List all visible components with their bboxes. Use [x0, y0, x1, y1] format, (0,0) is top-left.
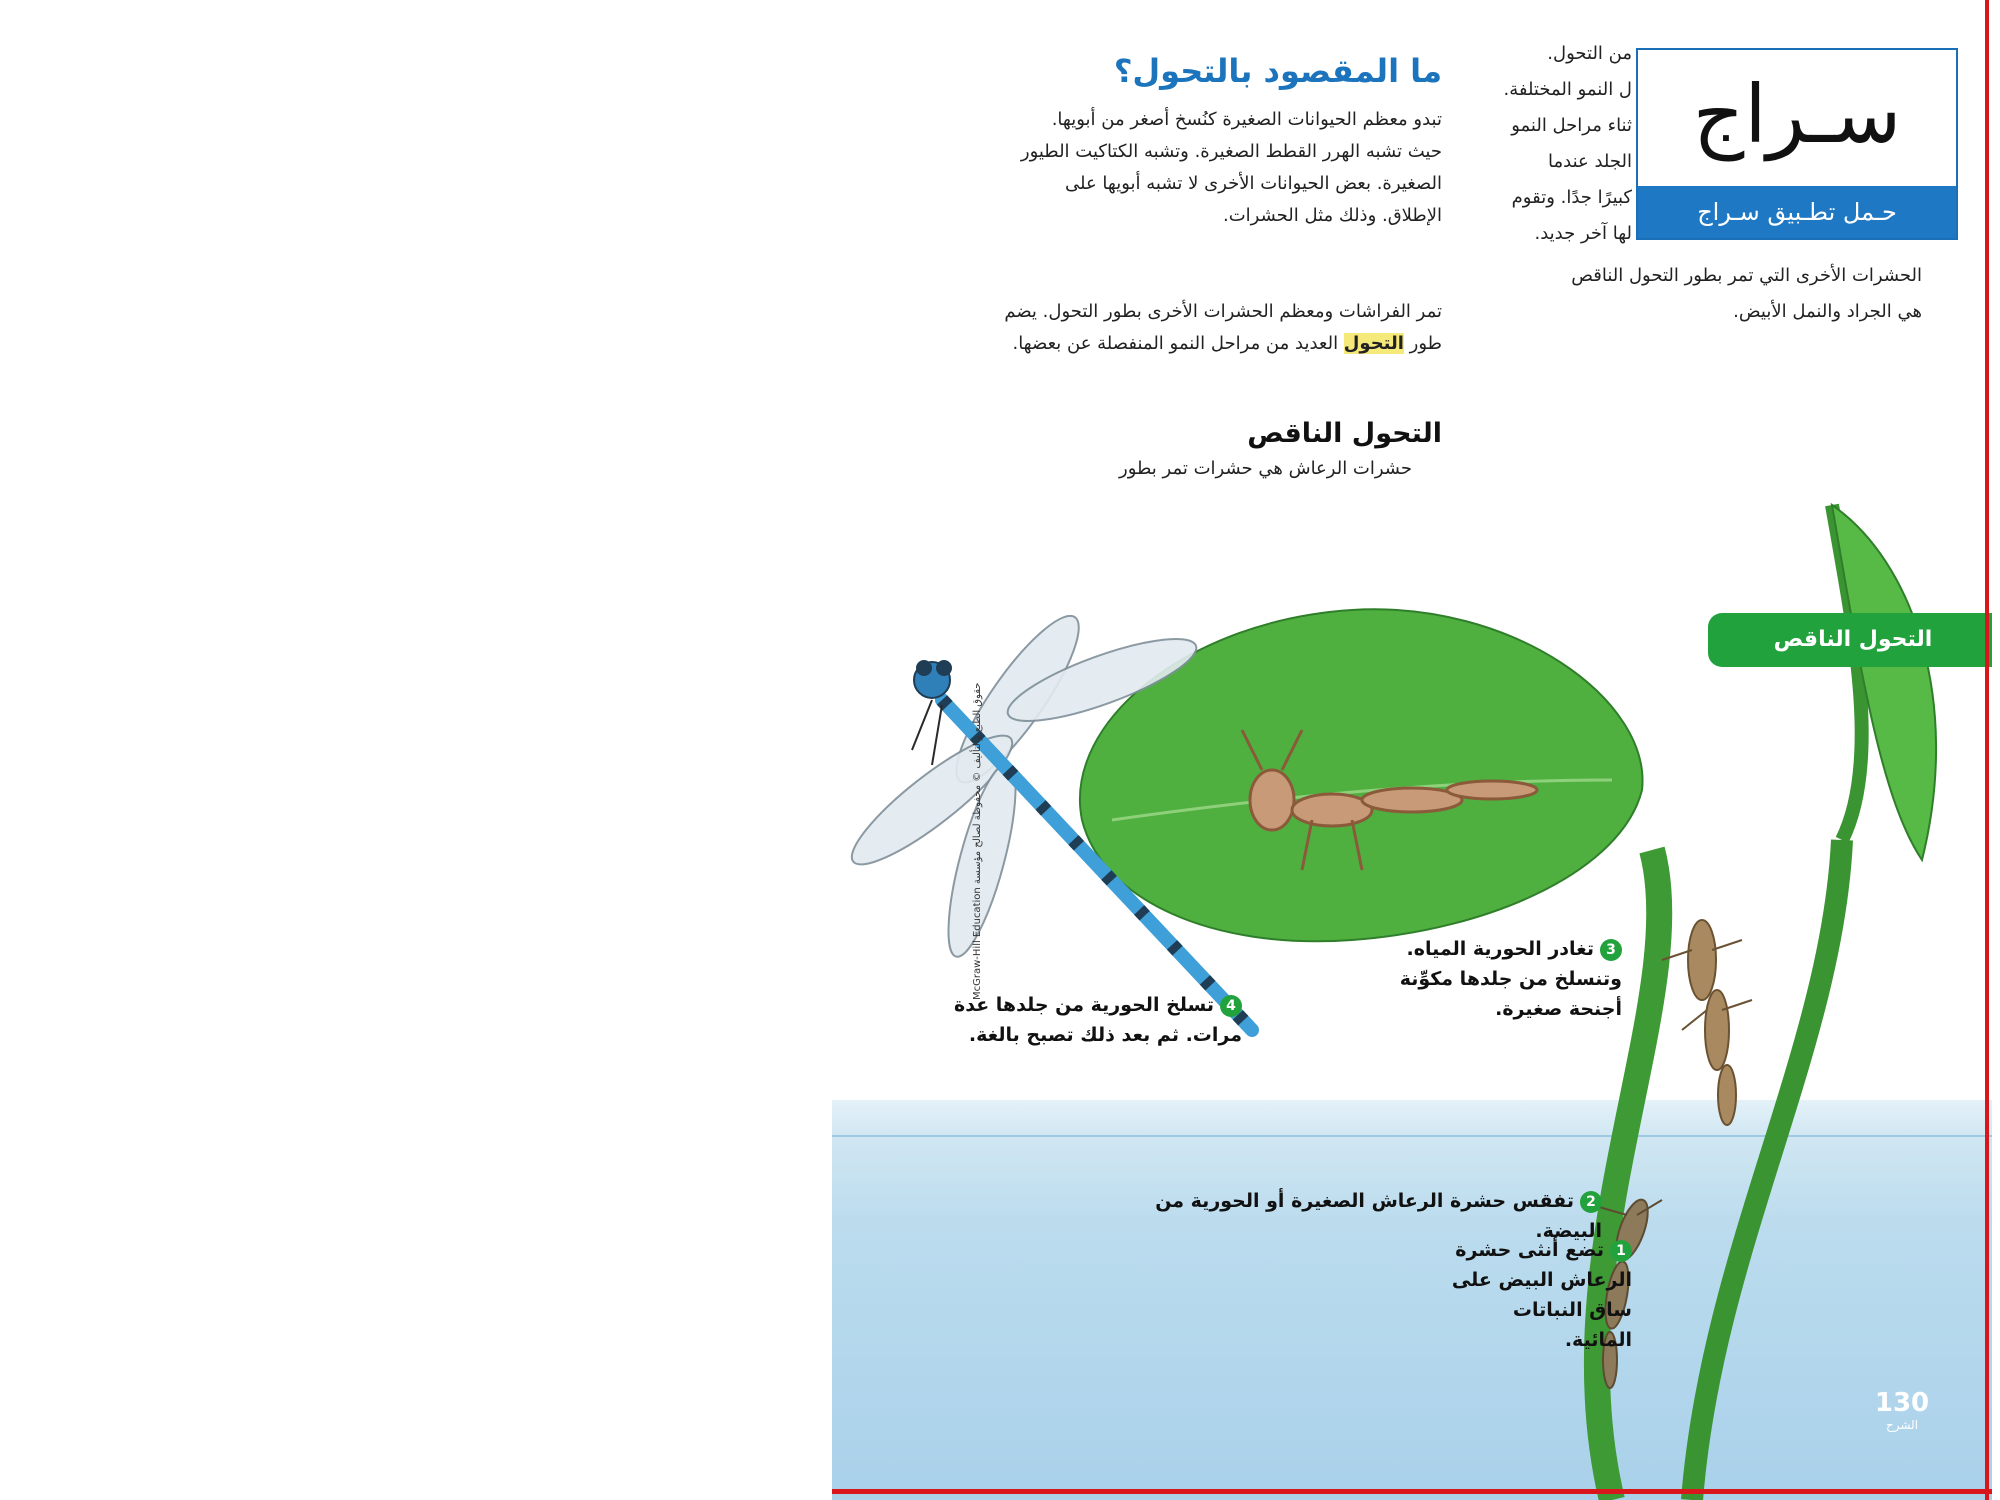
metamorphosis-text-before: تمر الفراشات ومعظم الحشرات الأخرى بطور التحول. يضم طور	[1004, 301, 1442, 354]
step-2-number: 2	[1580, 1191, 1602, 1213]
textbook-page	[832, 0, 1992, 1500]
step-3-caption	[1372, 934, 1622, 1024]
intro-paragraph: تبدو معظم الحيوانات الصغيرة كنُسخ أصغر من أبويها. حيث تشبه الهرر القطط الصغيرة. وتشبه الكتاكيت الطيور الصغيرة. بعض الحيوانات الأخرى لا تشبه أبويها على الإطلاق. وذلك مثل الحشرات.	[1020, 109, 1442, 226]
metamorphosis-text-after: العديد من مراحل النمو المنفصلة عن بعضها.	[1012, 333, 1344, 354]
right-col-line: الحشرات الأخرى التي تمر بطور التحول الناقص	[1571, 265, 1922, 286]
right-column-bottom	[1472, 258, 1922, 330]
step-2-text: تفقس حشرة الرعاش الصغيرة أو الحورية من البيضة.	[1155, 1190, 1602, 1242]
right-col-line: من التحول.	[1547, 43, 1632, 64]
page-section-label: الشرح	[1885, 1418, 1919, 1432]
copyright-credit: McGraw-Hill Education حقوق الطبع والتأليف © محفوظة لصالح مؤسسة	[972, 682, 983, 1000]
right-col-line: كبيرًا جدًا. وتقوم	[1511, 187, 1632, 208]
siraj-logo-text: سـراج	[1692, 68, 1902, 161]
nymph-on-stem	[1662, 920, 1752, 1125]
metamorphosis-paragraph	[992, 296, 1442, 360]
step-3-number: 3	[1600, 939, 1622, 961]
right-column-fragments	[1472, 36, 1632, 252]
page-number: 130	[1874, 1388, 1930, 1418]
step-3-text: تغادر الحورية المياه. وتنسلخ من جلدها مكوِّنة أجنحة صغيرة.	[1399, 938, 1622, 1020]
siraj-logo[interactable]	[1636, 48, 1958, 240]
right-col-line: هي الجراد والنمل الأبيض.	[1733, 301, 1922, 322]
right-col-line: ل النمو المختلفة.	[1503, 79, 1632, 100]
page-number-block	[1872, 1388, 1932, 1432]
page-border-right	[1985, 0, 1989, 1500]
step-4-text: تسلخ الحورية من جلدها عدة مرات. ثم بعد ذلك تصبح بالغة.	[954, 994, 1242, 1046]
page-border-bottom	[832, 1489, 1992, 1494]
right-col-line: ثناء مراحل النمو	[1511, 115, 1632, 136]
section-intro: حشرات الرعاش هي حشرات تمر بطور	[1119, 458, 1412, 479]
step-1-number: 1	[1610, 1240, 1632, 1262]
step-1-caption	[1442, 1235, 1632, 1355]
siraj-tagline: حـمل تطـبيق سـراج	[1638, 186, 1956, 238]
right-col-line: لها آخر جديد.	[1534, 223, 1632, 244]
page-title: ما المقصود بالتحول؟	[1113, 52, 1442, 90]
step-1-text: تضع أنثى حشرة الرعاش البيض على ساق النباتات المائية.	[1451, 1239, 1632, 1351]
highlighted-term: التحول	[1343, 333, 1404, 354]
diagram-title-tab: التحول الناقص	[1708, 613, 1992, 667]
step-2-caption	[1132, 1186, 1602, 1246]
step-4-number: 4	[1220, 995, 1242, 1017]
right-col-line: الجلد عندما	[1548, 151, 1632, 172]
section-heading: التحول الناقص	[1247, 418, 1442, 449]
